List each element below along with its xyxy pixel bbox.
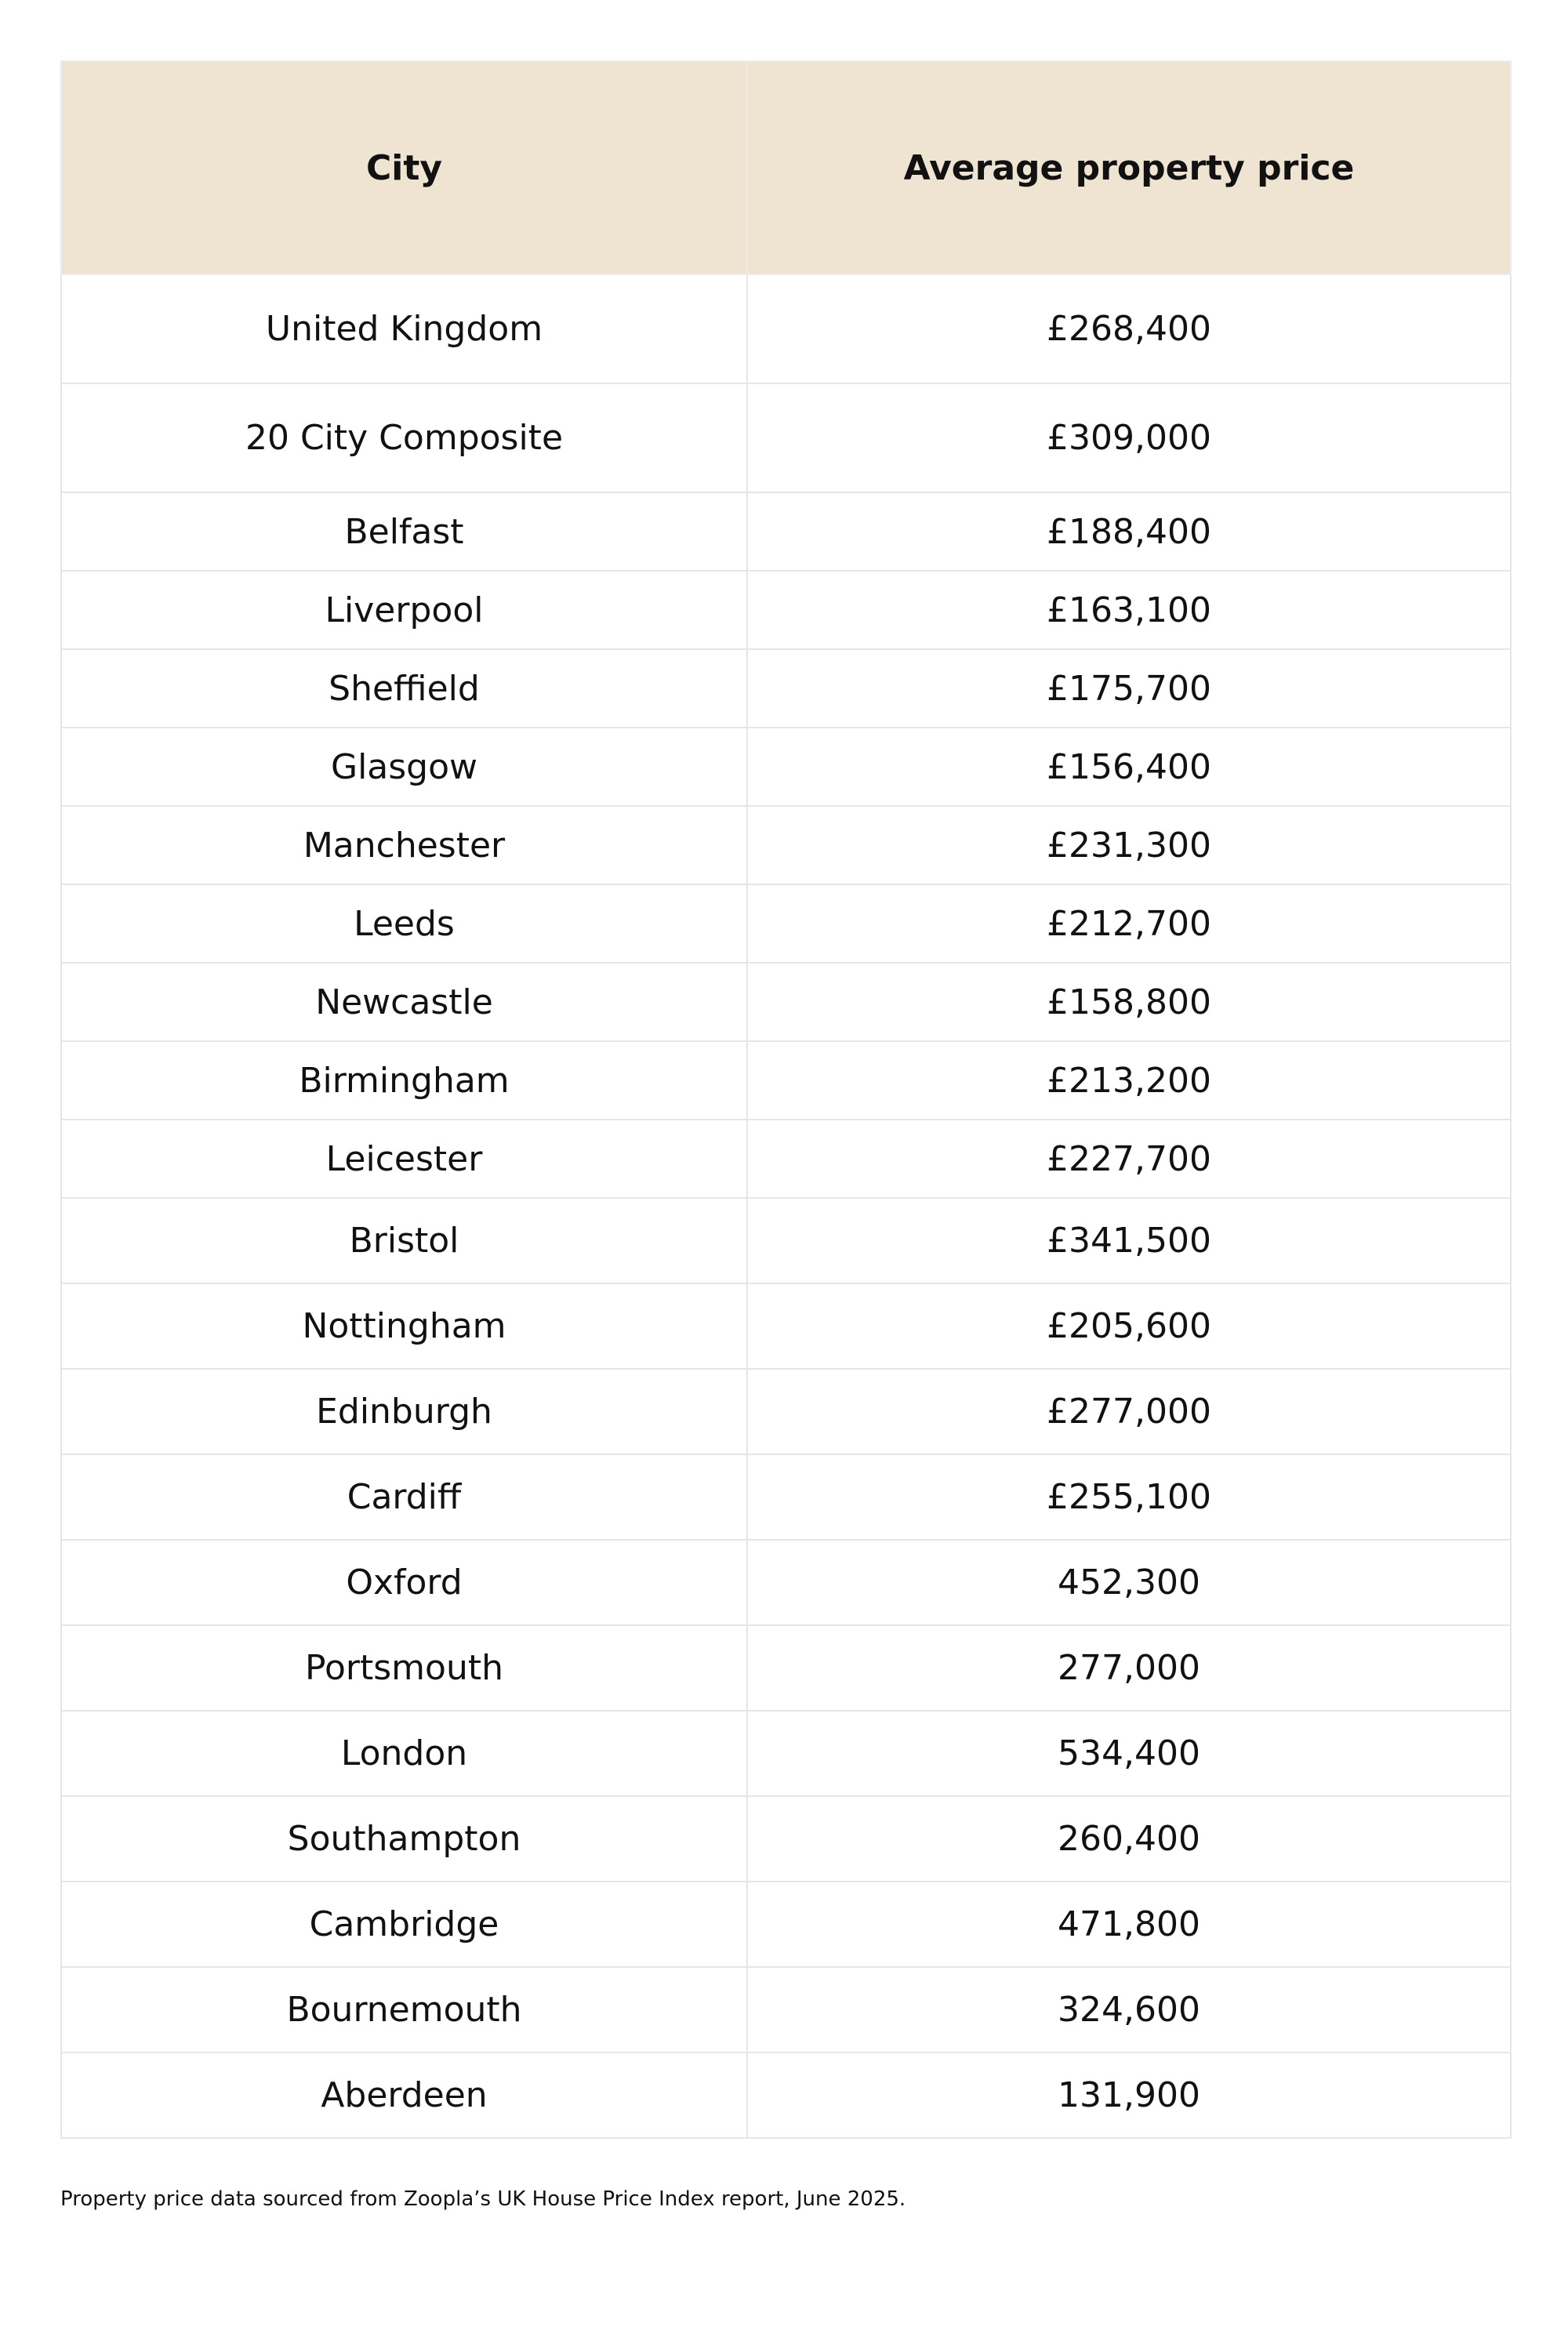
city-cell: Edinburgh [61, 1369, 747, 1454]
city-cell: Portsmouth [61, 1625, 747, 1711]
table-row [61, 2053, 1511, 2138]
table-row [61, 1369, 1511, 1454]
city-cell: Oxford [61, 1540, 747, 1625]
city-cell: Leeds [61, 884, 747, 963]
city-cell: United Kingdom [61, 274, 747, 383]
table-row [61, 728, 1511, 806]
city-cell: Sheffield [61, 649, 747, 728]
price-cell: 131,900 [747, 2053, 1511, 2138]
header-city: City [61, 61, 747, 274]
source-footnote: Property price data sourced from Zoopla’s UK House Price Index report, June 2025. [60, 2187, 906, 2211]
price-cell: £341,500 [747, 1198, 1511, 1283]
city-cell: Cardiff [61, 1454, 747, 1540]
table-row [61, 1711, 1511, 1796]
table-header-row [61, 61, 1511, 274]
table-row [61, 1796, 1511, 1882]
price-cell: £175,700 [747, 649, 1511, 728]
price-cell: £268,400 [747, 274, 1511, 383]
table-row [61, 1540, 1511, 1625]
price-cell: 277,000 [747, 1625, 1511, 1711]
table-row [61, 1967, 1511, 2053]
price-cell: 452,300 [747, 1540, 1511, 1625]
price-cell: 324,600 [747, 1967, 1511, 2053]
city-cell: 20 City Composite [61, 383, 747, 492]
table-row [61, 1882, 1511, 1967]
table-row [61, 1454, 1511, 1540]
price-cell: 471,800 [747, 1882, 1511, 1967]
price-cell: 534,400 [747, 1711, 1511, 1796]
city-cell: Liverpool [61, 571, 747, 649]
price-cell: £277,000 [747, 1369, 1511, 1454]
property-price-table [60, 60, 1512, 2139]
price-cell: £309,000 [747, 383, 1511, 492]
city-cell: Belfast [61, 492, 747, 571]
city-cell: Manchester [61, 806, 747, 884]
table-row [61, 1198, 1511, 1283]
table-row [61, 383, 1511, 492]
city-cell: Cambridge [61, 1882, 747, 1967]
price-cell: £227,700 [747, 1120, 1511, 1198]
price-table-container [60, 60, 1510, 2139]
price-cell: £205,600 [747, 1283, 1511, 1369]
city-cell: Glasgow [61, 728, 747, 806]
price-cell: £163,100 [747, 571, 1511, 649]
header-average-price: Average property price [747, 61, 1511, 274]
price-cell: 260,400 [747, 1796, 1511, 1882]
city-cell: Bristol [61, 1198, 747, 1283]
table-row [61, 492, 1511, 571]
price-cell: £231,300 [747, 806, 1511, 884]
city-cell: Southampton [61, 1796, 747, 1882]
table-row [61, 1625, 1511, 1711]
table-row [61, 1283, 1511, 1369]
price-cell: £156,400 [747, 728, 1511, 806]
city-cell: Leicester [61, 1120, 747, 1198]
table-row [61, 884, 1511, 963]
table-row [61, 1041, 1511, 1120]
price-cell: £255,100 [747, 1454, 1511, 1540]
price-cell: £188,400 [747, 492, 1511, 571]
city-cell: Bournemouth [61, 1967, 747, 2053]
table-row [61, 963, 1511, 1041]
city-cell: London [61, 1711, 747, 1796]
city-cell: Nottingham [61, 1283, 747, 1369]
city-cell: Birmingham [61, 1041, 747, 1120]
table-row [61, 1120, 1511, 1198]
price-cell: £213,200 [747, 1041, 1511, 1120]
table-row [61, 274, 1511, 383]
city-cell: Newcastle [61, 963, 747, 1041]
city-cell: Aberdeen [61, 2053, 747, 2138]
table-row [61, 806, 1511, 884]
price-cell: £158,800 [747, 963, 1511, 1041]
price-cell: £212,700 [747, 884, 1511, 963]
table-row [61, 571, 1511, 649]
table-row [61, 649, 1511, 728]
